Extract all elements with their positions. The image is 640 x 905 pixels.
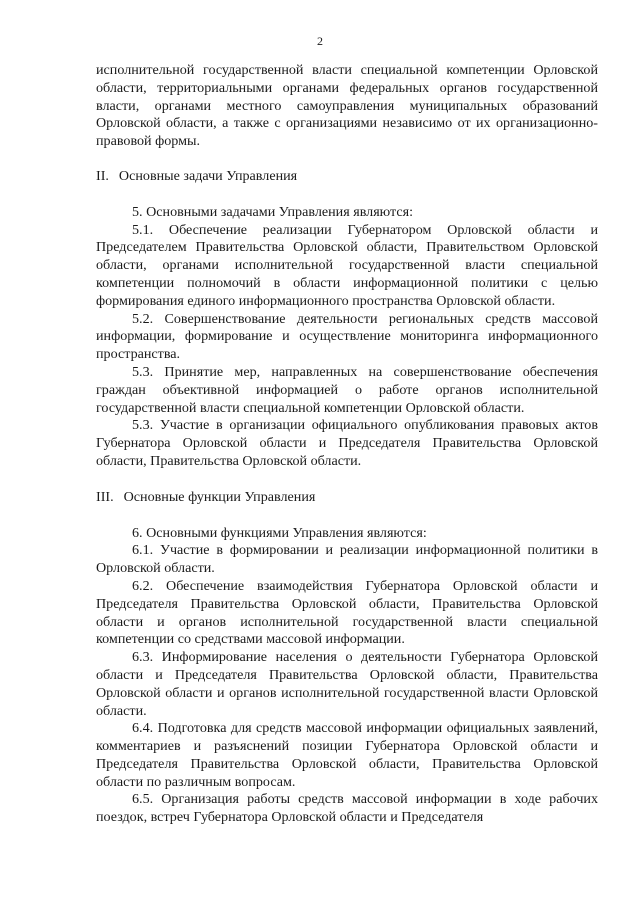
- paragraph-5-2: 5.2. Совершенствование деятельности региональных средств массовой информации, формирование и осуществление мониторинга информационного пространства.: [96, 310, 598, 363]
- paragraph-5-3a: 5.3. Принятие мер, направленных на совершенствование обеспечения граждан объективной информацией о работе органов исполнительной государственной власти специальной компетенции Орловской области.: [96, 363, 598, 416]
- section-title: Основные задачи Управления: [118, 167, 298, 184]
- paragraph-6-1: 6.1. Участие в формировании и реализации информационной политики в Орловской области.: [96, 542, 598, 577]
- section-numeral: III.: [96, 488, 114, 505]
- document-body: [96, 62, 598, 827]
- paragraph-6-5: 6.5. Организация работы средств массовой информации в ходе рабочих поездок, встреч Губернатора Орловской области и Председателя: [96, 791, 598, 826]
- paragraph-6: 6. Основными функциями Управления являются:: [132, 524, 427, 541]
- section-title: Основные функции Управления: [123, 488, 316, 505]
- paragraph-5-1: 5.1. Обеспечение реализации Губернатором Орловской области и Председателем Правительства Орловской области, Правительством Орловской области, органами исполнительной государственной власти специальной компетенции полномочий в области информационной политики с целью формирования единого информационного пространства Орловской области.: [96, 221, 598, 309]
- section-numeral: II.: [96, 167, 109, 184]
- paragraph-6-4: 6.4. Подготовка для средств массовой информации официальных заявлений, комментариев и разъяснений позиции Губернатора Орловской области и Председателя Правительства Орловской области, Правительства Орловской области по различным вопросам.: [96, 720, 598, 790]
- page-number: 2: [317, 34, 323, 48]
- section-heading-functions: [96, 489, 598, 507]
- paragraph-5: 5. Основными задачами Управления являются:: [132, 203, 414, 220]
- section-heading-tasks: [96, 168, 598, 186]
- paragraph-6-3: 6.3. Информирование населения о деятельности Губернатора Орловской области и Председателя Правительства Орловской области, Правительства Орловской области и органов исполнительной государственной власти Орловской области.: [96, 649, 598, 719]
- intro-paragraph: исполнительной государственной власти специальной компетенции Орловской области, территориальными органами федеральных органов государственной власти, органами местного самоуправления муниципальных образований Орловской области, а также с организациями независимо от их организационно-правовой формы.: [96, 62, 598, 150]
- paragraph-5-3b: 5.3. Участие в организации официального опубликования правовых актов Губернатора Орловской области и Председателя Правительства Орловской области, Правительства Орловской области.: [96, 417, 598, 469]
- paragraph-6-2: 6.2. Обеспечение взаимодействия Губернатора Орловской области и Председателя Правительства Орловской области, Правительства Орловской области и органов исполнительной государственной власти специальной компетенции со средствами массовой информации.: [96, 577, 598, 648]
